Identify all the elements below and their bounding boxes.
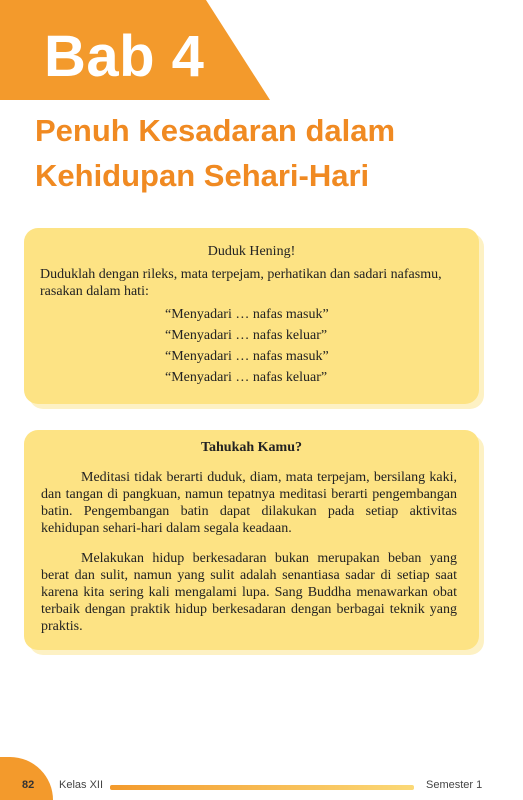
tahukah-kamu-title: Tahukah Kamu? (200, 440, 303, 455)
tahukah-paragraph-2: Melakukan hidup berkesadaran bukan merupakan beban yang berat dan sulit, namun yang sulit adalah senantiasa sadar di setiap saat karena kita sering kali mengalami lupa. Sang Buddha menawarkan obat terbaik dengan praktik hidup berkesadaran dengan berbagai teknik yang praktis. (41, 551, 457, 634)
mantra-list (165, 304, 329, 388)
mantra-line: “Menyadari … nafas masuk” (165, 307, 329, 322)
chapter-title-line-1: Penuh Kesadaran dalam (35, 113, 396, 148)
mantra-line: “Menyadari … nafas keluar” (165, 328, 328, 343)
mantra-line: “Menyadari … nafas keluar” (165, 370, 328, 385)
semester-label: Semester 1 (426, 779, 483, 791)
tahukah-paragraph-1: Meditasi tidak berarti duduk, diam, mata terpejam, bersilang kaki, dan tangan di pangkuan, namun tepatnya meditasi berarti pengembangan batin. Pengembangan batin dapat dilakukan pada setiap aktivitas kehidupan sehari-hari dalam segala keadaan. (41, 470, 457, 536)
chapter-title (35, 108, 395, 198)
class-label: Kelas XII (59, 779, 104, 791)
mantra-line: “Menyadari … nafas masuk” (165, 349, 329, 364)
duduk-hening-intro: Duduklah dengan rileks, mata terpejam, perhatikan dan sadari nafasmu, rasakan dalam hati: (40, 267, 442, 299)
tahukah-kamu-box (24, 430, 479, 650)
chapter-title-line-2: Kehidupan Sehari-Hari (35, 158, 370, 193)
page-number: 82 (22, 779, 35, 791)
chapter-label: Bab 4 (44, 24, 205, 89)
duduk-hening-box (24, 228, 479, 404)
duduk-hening-title: Duduk Hening! (207, 244, 296, 259)
footer-divider (110, 785, 414, 790)
